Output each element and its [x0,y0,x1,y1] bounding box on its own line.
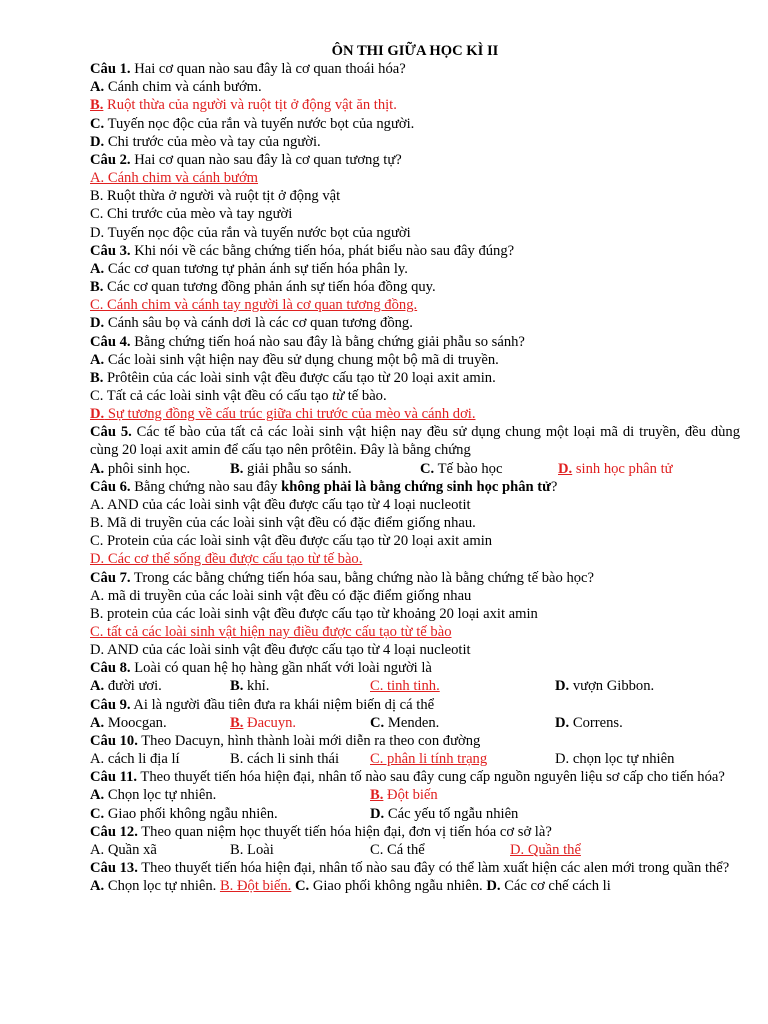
question-11: Câu 11. Theo thuyết tiến hóa hiện đại, nhân tố nào sau đây cung cấp nguồn nguyên liệu sơ cấp cho tiến hóa? [90,769,725,786]
q12-options: A. Quần xã B. Loài C. Cá thể D. Quần thể [90,841,581,858]
q1-option-a: A. Cánh chim và cánh bướm. [90,79,262,96]
q6-option-b: B. Mã di truyền của các loài sinh vật đều có đặc điểm giống nhau. [90,515,476,532]
question-12: Câu 12. Theo quan niệm học thuyết tiến hóa hiện đại, đơn vị tiến hóa cơ sở là? [90,823,552,840]
q1-option-d: D. Chi trước của mèo và tay của người. [90,133,321,150]
question-10: Câu 10. Theo Dacuyn, hình thành loài mới diễn ra theo con đường [90,732,481,749]
question-9: Câu 9. Ai là người đầu tiên đưa ra khái niệm biến dị cá thể [90,696,435,713]
q13-options: A. Chọn lọc tự nhiên. B. Đột biến. C. Giao phối không ngẫu nhiên. D. Các cơ chế cách li [90,878,611,895]
q2-option-d: D. Tuyến nọc độc của rắn và tuyến nước bọt của người [90,224,411,241]
q4-option-d-answer: D. Sự tương đồng về cấu trúc giữa chi trước của mèo và cánh dơi. [90,406,476,423]
q4-option-a: A. Các loài sinh vật hiện nay đều sử dụng chung một bộ mã di truyền. [90,351,499,368]
question-1 [90,60,740,78]
question-5: Câu 5. Các tế bào của tất cả các loài sinh vật hiện nay đều sử dụng chung một loại mã di truyền, đều dùng cùng 20 loại axit amin để cấu tạo nên prôtêin. Đây là bằng chứng [90,424,741,459]
question-2: Câu 2. Hai cơ quan nào sau đây là cơ quan tương tự? [90,151,402,168]
q8-options: A. đười ươi. B. khỉ. C. tinh tinh. D. vượn Gibbon. [90,678,655,695]
q4-option-b: B. Prôtêin của các loài sinh vật đều được cấu tạo từ 20 loại axit amin. [90,369,496,386]
q2-option-a-answer: A. Cánh chim và cánh bướm [90,170,259,187]
q7-option-d: D. AND của các loài sinh vật đều được cấu tạo từ 4 loại nucleotit [90,642,471,659]
q4-option-c: C. Tất cả các loài sinh vật đều có cấu tạo từ tế bào. [90,387,387,404]
question-13: Câu 13. Theo thuyết tiến hóa hiện đại, nhân tố nào sau đây có thể làm xuất hiện các alen mới trong quần thể? [90,860,730,877]
q1-option-c: C. Tuyến nọc độc của rắn và tuyến nước bọt của người. [90,115,415,132]
q2-option-c: C. Chi trước của mèo và tay người [90,206,293,223]
q7-option-c-answer: C. tất cả các loài sinh vật hiện nay điều được cấu tạo từ tế bào [90,624,452,640]
q2-option-b: B. Ruột thừa ở người và ruột tịt ở động vật [90,188,341,205]
question-6: Câu 6. Bằng chứng nào sau đây không phải là bằng chứng sinh học phân tử? [90,478,558,495]
question-3: Câu 3. Khi nói về các bằng chứng tiến hóa, phát biểu nào sau đây đúng? [90,242,515,259]
q5-options: A. phôi sinh học. B. giải phẫu so sánh. C. Tế bào học D. sinh học phân tử [90,460,673,477]
q9-options: A. Moocgan. B. Đacuyn. C. Menden. D. Correns. [90,714,623,731]
q11-options-cd: C. Giao phối không ngẫu nhiên. D. Các yếu tố ngẫu nhiên [90,805,519,822]
q3-option-d: D. Cánh sâu bọ và cánh dơi là các cơ quan tương đồng. [90,315,413,332]
q1-option-b-answer: B. Ruột thừa của người và ruột tịt ở động vật ăn thịt. [90,97,397,114]
question-7: Câu 7. Trong các bằng chứng tiến hóa sau, bằng chứng nào là bằng chứng tế bào học? [90,569,594,586]
q3-option-c-answer: C. Cánh chim và cánh tay người là cơ quan tương đồng. [90,297,418,314]
question-text: Hai cơ quan nào sau đây là cơ quan thoái hóa? [130,61,406,78]
question-8: Câu 8. Loài có quan hệ họ hàng gần nhất với loài người là [90,660,432,677]
q3-option-a: A. Các cơ quan tương tự phản ánh sự tiến hóa phân ly. [90,260,408,277]
q7-option-b: B. protein của các loài sinh vật đều được cấu tạo từ khoảng 20 loại axit amin [90,605,538,622]
q10-options: A. cách li địa lí B. cách li sinh thái C. phân li tính trạng D. chọn lọc tự nhiên [90,751,675,768]
q11-options-ab: A. Chọn lọc tự nhiên. B. Đột biến [90,787,438,804]
page-title: ÔN THI GIỮA HỌC KÌ II [331,43,499,59]
q3-option-b: B. Các cơ quan tương đồng phản ánh sự tiến hóa đồng quy. [90,279,436,296]
question-number: Câu 1. [90,61,131,78]
question-4: Câu 4. Bằng chứng tiến hoá nào sau đây là bằng chứng giải phẫu so sánh? [90,333,525,350]
q7-option-a: A. mã di truyền của các loài sinh vật đều có đặc điểm giống nhau [90,587,472,604]
q6-option-c: C. Protein của các loài sinh vật đều được cấu tạo từ 20 loại axit amin [90,533,493,550]
q6-option-d-answer: D. Các cơ thể sống đều được cấu tạo từ tế bào. [90,551,363,568]
q6-option-a: A. AND của các loài sinh vật đều được cấu tạo từ 4 loại nucleotit [90,496,471,513]
document-page [90,42,740,895]
